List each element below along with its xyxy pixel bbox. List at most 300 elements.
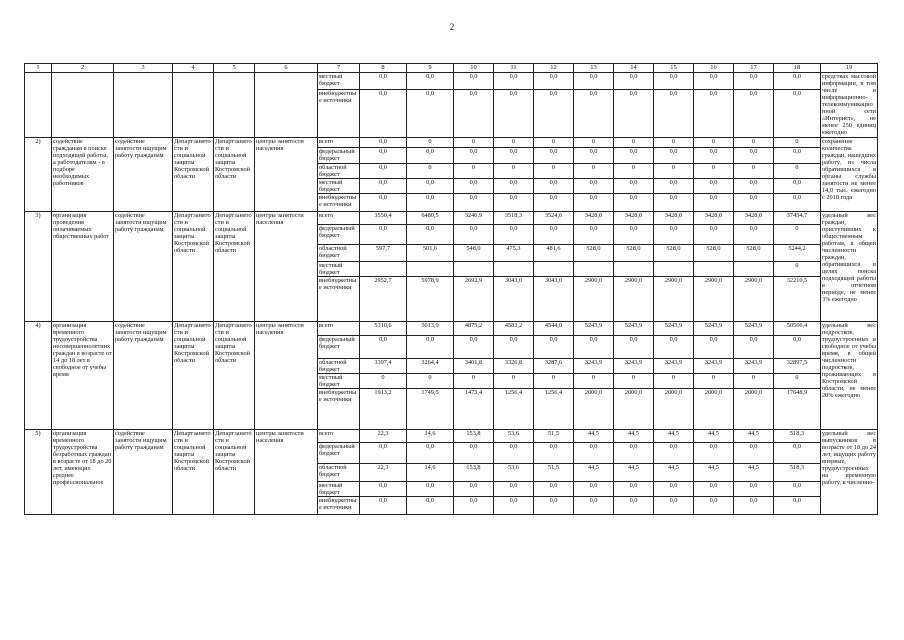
value-cell: 3043,0 (494, 277, 534, 322)
value-cell: 501,6 (407, 245, 454, 262)
value-cell: 0,0 (454, 336, 494, 359)
value-cell: 0,0 (694, 90, 734, 138)
value-cell: 0 (694, 164, 734, 179)
value-cell: 5310,6 (360, 322, 407, 336)
column-number-cell: 19 (821, 64, 878, 73)
value-cell: 0,0 (360, 179, 407, 194)
value-cell: 17648,9 (774, 389, 821, 430)
value-cell: 0,0 (774, 497, 821, 515)
value-cell: 0,0 (654, 148, 694, 164)
value-cell: 0 (574, 138, 614, 148)
value-cell: 32897,5 (774, 359, 821, 374)
value-cell: 0,0 (774, 90, 821, 138)
value-cell: 53,6 (494, 464, 534, 482)
partner-cell: центры занятости населения (255, 322, 318, 430)
value-cell: 3287,6 (534, 359, 574, 374)
value-cell: 0,0 (734, 73, 774, 90)
value-cell: 0,0 (360, 336, 407, 359)
activity-content-cell: содействие занятости ищущим работу гражданам (114, 138, 173, 212)
value-cell: 51,5 (534, 430, 574, 443)
value-cell: 0 (734, 138, 774, 148)
partner-cell: центры занятости населения (255, 138, 318, 212)
value-cell: 0,0 (494, 148, 534, 164)
value-cell: 0,0 (534, 148, 574, 164)
partner-cell: центры занятости населения (255, 212, 318, 322)
value-cell: 0,0 (654, 336, 694, 359)
value-cell: 0,0 (774, 443, 821, 464)
value-cell: 0,0 (614, 194, 654, 212)
value-cell: 528,0 (614, 245, 654, 262)
value-cell: 3043,0 (534, 277, 574, 322)
value-cell (734, 262, 774, 277)
value-cell: 2000,0 (614, 389, 654, 430)
value-cell: 2692,9 (454, 277, 494, 322)
value-cell: 3550,4 (360, 212, 407, 225)
value-cell (614, 262, 654, 277)
executor-cell: Департзанятости и социальной защиты Костромской области (173, 322, 214, 430)
responsible-cell: Департзанятости и социальной защиты Костромской области (214, 430, 255, 515)
column-number-cell: 12 (534, 64, 574, 73)
value-cell: 0,0 (534, 443, 574, 464)
value-cell: 0,0 (360, 443, 407, 464)
value-cell: 0 (774, 138, 821, 148)
funding-source-cell: внебюджетные источники (318, 497, 360, 515)
activity-content-cell: содействие занятости ищущим работу гражданам (114, 322, 173, 430)
value-cell: 0,0 (774, 148, 821, 164)
value-cell: 0,0 (407, 497, 454, 515)
funding-source-cell: местный бюджет (318, 179, 360, 194)
value-cell: 4544,0 (534, 322, 574, 336)
column-number-cell: 16 (694, 64, 734, 73)
value-cell: 22,3 (360, 430, 407, 443)
value-cell (654, 262, 694, 277)
value-cell (574, 262, 614, 277)
value-cell: 481,6 (534, 245, 574, 262)
value-cell: 2900,0 (654, 277, 694, 322)
value-cell: 0 (774, 262, 821, 277)
value-cell: 0,0 (534, 225, 574, 245)
value-cell: 0,0 (734, 482, 774, 497)
value-cell: 2900,0 (734, 277, 774, 322)
value-cell: 0,0 (494, 90, 534, 138)
value-cell: 0,0 (694, 497, 734, 515)
value-cell: 0,0 (454, 90, 494, 138)
value-cell: 0 (614, 164, 654, 179)
partner-cell (255, 73, 318, 138)
value-cell: 597,7 (360, 245, 407, 262)
value-cell: 4875,2 (454, 322, 494, 336)
value-cell: 50566,4 (774, 322, 821, 336)
value-cell: 0 (534, 164, 574, 179)
value-cell: 475,3 (494, 245, 534, 262)
column-number-cell: 9 (407, 64, 454, 73)
target-indicator-cell: сохранение количества граждан, нашедших работу, из числа обратившихся в органы службы занятости не менее 14,0 тыс. ежегодно с 2018 года (821, 138, 878, 212)
value-cell: 44,5 (574, 464, 614, 482)
funding-source-cell: всего (318, 138, 360, 148)
value-cell (694, 262, 734, 277)
value-cell: 0,0 (494, 497, 534, 515)
value-cell: 1913,2 (360, 389, 407, 430)
value-cell: 0 (494, 164, 534, 179)
funding-source-cell: федеральный бюджет (318, 225, 360, 245)
column-number-cell: 11 (494, 64, 534, 73)
value-cell: 3240,9 (454, 212, 494, 225)
value-cell: 0 (534, 374, 574, 389)
executor-cell: Департзанятости и социальной защиты Костромской области (173, 212, 214, 322)
value-cell: 518,3 (774, 430, 821, 443)
value-cell: 0,0 (774, 73, 821, 90)
value-cell: 0,0 (694, 443, 734, 464)
value-cell: 3397,4 (360, 359, 407, 374)
value-cell: 0,0 (734, 90, 774, 138)
target-indicator-cell: средствах массовой информации, в том числе в информационно-телекоммуникационной сети «Интернет», не менее 250 единиц ежегодно (822, 73, 876, 136)
value-cell (360, 262, 407, 277)
value-cell: 0,0 (454, 497, 494, 515)
table-row (25, 73, 878, 90)
value-cell: 0,0 (494, 194, 534, 212)
column-number-cell: 18 (774, 64, 821, 73)
funding-source-cell: федеральный бюджет (318, 148, 360, 164)
value-cell: 0,0 (734, 225, 774, 245)
value-cell: 0,0 (614, 90, 654, 138)
value-cell: 0 (734, 374, 774, 389)
value-cell: 528,0 (694, 245, 734, 262)
value-cell: 0,0 (614, 336, 654, 359)
value-cell: 0,0 (614, 497, 654, 515)
value-cell: 0,0 (574, 225, 614, 245)
value-cell: 0,0 (654, 482, 694, 497)
value-cell: 0,0 (407, 443, 454, 464)
value-cell: 0,0 (734, 497, 774, 515)
value-cell: 153,8 (454, 430, 494, 443)
value-cell: 0,0 (360, 138, 407, 148)
value-cell: 44,5 (694, 464, 734, 482)
value-cell: 0,0 (360, 225, 407, 245)
value-cell: 0,0 (360, 194, 407, 212)
value-cell: 0,0 (614, 73, 654, 90)
funding-source-cell: местный бюджет (318, 73, 360, 90)
value-cell: 3243,9 (734, 359, 774, 374)
value-cell: 0,0 (734, 148, 774, 164)
value-cell: 3428,0 (614, 212, 654, 225)
column-number-cell: 1 (25, 64, 52, 73)
responsible-cell: Департзанятости и социальной защиты Костромской области (214, 212, 255, 322)
value-cell: 0,0 (494, 179, 534, 194)
value-cell: 0,0 (774, 179, 821, 194)
column-number-cell: 14 (614, 64, 654, 73)
value-cell: 37454,7 (774, 212, 821, 225)
responsible-cell: Департзанятости и социальной защиты Костромской области (214, 322, 255, 430)
value-cell: 0,0 (574, 194, 614, 212)
value-cell: 0,0 (407, 194, 454, 212)
value-cell: 0,0 (534, 73, 574, 90)
value-cell: 0,0 (494, 336, 534, 359)
value-cell: 1473,4 (454, 389, 494, 430)
value-cell: 5243,9 (654, 322, 694, 336)
value-cell: 0,0 (774, 194, 821, 212)
value-cell: 0,0 (534, 336, 574, 359)
value-cell: 5243,9 (694, 322, 734, 336)
value-cell: 44,5 (734, 430, 774, 443)
value-cell: 0,0 (494, 73, 534, 90)
value-cell: 0,0 (407, 179, 454, 194)
column-number-cell: 8 (360, 64, 407, 73)
value-cell: 3264,4 (407, 359, 454, 374)
value-cell: 0 (654, 374, 694, 389)
value-cell: 528,0 (654, 245, 694, 262)
value-cell: 5243,9 (614, 322, 654, 336)
value-cell: 53,6 (494, 430, 534, 443)
value-cell: 0,0 (360, 164, 407, 179)
value-cell: 0,0 (454, 482, 494, 497)
funding-source-cell: всего (318, 430, 360, 443)
value-cell: 0,0 (454, 73, 494, 90)
value-cell: 0 (534, 138, 574, 148)
value-cell: 0 (694, 374, 734, 389)
value-cell: 0,0 (360, 497, 407, 515)
activity-name-cell: организация проведения оплачиваемых общественных работ (52, 212, 114, 322)
value-cell: 528,0 (734, 245, 774, 262)
value-cell: 528,0 (574, 245, 614, 262)
responsible-cell: Департзанятости и социальной защиты Костромской области (214, 138, 255, 212)
value-cell: 0,0 (534, 90, 574, 138)
value-cell: 0,0 (654, 497, 694, 515)
value-cell: 2000,0 (734, 389, 774, 430)
column-number-cell: 5 (214, 64, 255, 73)
activity-content-cell (114, 73, 173, 138)
value-cell (494, 262, 534, 277)
value-cell: 2000,0 (694, 389, 734, 430)
value-cell: 0,0 (654, 225, 694, 245)
value-cell: 44,5 (654, 430, 694, 443)
value-cell: 22,3 (360, 464, 407, 482)
value-cell: 0 (774, 374, 821, 389)
value-cell: 0,0 (654, 73, 694, 90)
value-cell: 44,5 (574, 430, 614, 443)
value-cell: 0,0 (407, 336, 454, 359)
activity-content-cell: содействие занятости ищущим работу гражданам (114, 212, 173, 322)
value-cell: 0,0 (734, 443, 774, 464)
funding-source-cell: федеральный бюджет (318, 336, 360, 359)
value-cell: 0 (494, 138, 534, 148)
value-cell: 0,0 (694, 179, 734, 194)
value-cell: 14,6 (407, 430, 454, 443)
program-activities-table (24, 63, 878, 515)
value-cell: 0,0 (654, 443, 694, 464)
value-cell: 0,0 (407, 148, 454, 164)
value-cell: 0,0 (360, 482, 407, 497)
value-cell: 0,0 (574, 148, 614, 164)
value-cell: 0 (454, 374, 494, 389)
value-cell: 0 (494, 374, 534, 389)
value-cell: 44,5 (694, 430, 734, 443)
value-cell: 0,0 (407, 482, 454, 497)
value-cell: 2000,0 (654, 389, 694, 430)
value-cell: 0 (407, 138, 454, 148)
value-cell: 548,0 (454, 245, 494, 262)
value-cell: 0 (774, 164, 821, 179)
activity-content-cell: содействие занятости ищущим работу гражданам (114, 430, 173, 515)
value-cell: 0,0 (534, 482, 574, 497)
item-number-cell: 3) (25, 212, 52, 322)
value-cell: 51,5 (534, 464, 574, 482)
funding-source-cell: внебюджетные источники (318, 389, 360, 430)
value-cell: 0 (614, 374, 654, 389)
value-cell: 3326,8 (494, 359, 534, 374)
value-cell: 5243,9 (734, 322, 774, 336)
value-cell: 0 (574, 164, 614, 179)
value-cell: 0 (614, 138, 654, 148)
value-cell: 0,0 (494, 443, 534, 464)
activity-name-cell: содействие гражданам в поиске подходящей работы, а работодателям - в подборе необходимых работников (52, 138, 114, 212)
funding-source-cell: всего (318, 212, 360, 225)
value-cell: 0 (774, 225, 821, 245)
column-number-cell: 3 (114, 64, 173, 73)
value-cell: 3428,0 (694, 212, 734, 225)
activity-name-cell: организация временного трудоустройства безработных граждан в возрасте от 18 до 20 лет, имеющих среднее профессиональное (52, 430, 114, 515)
value-cell: 3518,3 (494, 212, 534, 225)
item-number-cell: 4) (25, 322, 52, 430)
column-number-cell: 13 (574, 64, 614, 73)
value-cell: 0 (454, 164, 494, 179)
table-row (25, 322, 878, 336)
value-cell: 0,0 (360, 73, 407, 90)
activity-name-cell: организация временного трудоустройства несовершеннолетних граждан в возрасте от 14 до 18 лет в свободное от учебы время (52, 322, 114, 430)
value-cell: 1256,4 (494, 389, 534, 430)
funding-source-cell: областной бюджет (318, 359, 360, 374)
value-cell: 0,0 (614, 179, 654, 194)
value-cell: 1256,4 (534, 389, 574, 430)
value-cell: 0,0 (534, 194, 574, 212)
value-cell: 0,0 (654, 179, 694, 194)
value-cell: 0,0 (454, 194, 494, 212)
value-cell: 3401,8 (454, 359, 494, 374)
funding-source-cell: внебюджетные источники (318, 194, 360, 212)
column-number-cell: 10 (454, 64, 494, 73)
value-cell: 3243,9 (614, 359, 654, 374)
executor-cell (173, 73, 214, 138)
value-cell: 0,0 (574, 90, 614, 138)
value-cell: 3428,0 (734, 212, 774, 225)
column-number-cell: 2 (52, 64, 114, 73)
table-row (25, 212, 878, 225)
value-cell: 6480,5 (407, 212, 454, 225)
value-cell: 0,0 (694, 194, 734, 212)
item-number-cell: 2) (25, 138, 52, 212)
value-cell: 0,0 (360, 148, 407, 164)
page-number: 2 (449, 22, 455, 32)
value-cell: 0,0 (574, 73, 614, 90)
value-cell: 0 (574, 374, 614, 389)
funding-source-cell: федеральный бюджет (318, 443, 360, 464)
value-cell: 0 (734, 164, 774, 179)
value-cell: 0,0 (494, 225, 534, 245)
value-cell: 0,0 (694, 336, 734, 359)
value-cell: 0,0 (407, 73, 454, 90)
value-cell: 0,0 (774, 482, 821, 497)
responsible-cell (214, 73, 255, 138)
value-cell: 3243,9 (694, 359, 734, 374)
value-cell: 44,5 (734, 464, 774, 482)
value-cell: 3524,6 (534, 212, 574, 225)
value-cell: 0,0 (614, 225, 654, 245)
value-cell: 44,5 (614, 430, 654, 443)
value-cell: 0,0 (407, 90, 454, 138)
value-cell: 0 (654, 138, 694, 148)
value-cell: 0 (454, 138, 494, 148)
value-cell: 2952,7 (360, 277, 407, 322)
value-cell: 5013,9 (407, 322, 454, 336)
value-cell: 0 (407, 374, 454, 389)
activity-name-cell (52, 73, 114, 138)
value-cell: 0,0 (407, 225, 454, 245)
target-indicator-cell: удельный вес выпускников в возрасте от 18 до 24 лет, ищущих работу впервые, трудоустроенных на временную работу, к численно- (821, 430, 878, 515)
target-indicator-cell: удельный вес граждан, приступивших к общественным работам, в общей численности граждан, обратившихся в целях поиска подходящей работы в отчетном периоде, не менее 3% ежегодно (821, 212, 878, 322)
value-cell: 0,0 (574, 482, 614, 497)
value-cell: 1749,5 (407, 389, 454, 430)
value-cell: 3243,9 (654, 359, 694, 374)
value-cell: 0,0 (694, 148, 734, 164)
value-cell: 2000,0 (574, 389, 614, 430)
funding-source-cell: местный бюджет (318, 262, 360, 277)
value-cell: 0,0 (494, 482, 534, 497)
value-cell: 0,0 (694, 73, 734, 90)
value-cell: 0,0 (574, 336, 614, 359)
value-cell: 4583,2 (494, 322, 534, 336)
value-cell: 0,0 (454, 179, 494, 194)
value-cell: 0,0 (614, 148, 654, 164)
funding-source-cell: внебюджетные источники (318, 90, 360, 138)
value-cell: 0,0 (574, 443, 614, 464)
column-number-cell: 17 (734, 64, 774, 73)
column-number-cell: 6 (255, 64, 318, 73)
value-cell: 0,0 (694, 482, 734, 497)
table-row (25, 138, 878, 148)
value-cell: 0 (407, 164, 454, 179)
value-cell (534, 262, 574, 277)
funding-source-cell: всего (318, 322, 360, 336)
value-cell: 5244,2 (774, 245, 821, 262)
funding-source-cell: внебюджетные источники (318, 277, 360, 322)
value-cell: 0,0 (734, 336, 774, 359)
value-cell: 0,0 (614, 443, 654, 464)
value-cell: 2900,0 (574, 277, 614, 322)
value-cell: 0,0 (534, 179, 574, 194)
value-cell: 0,0 (614, 482, 654, 497)
value-cell: 3428,0 (654, 212, 694, 225)
value-cell: 14,6 (407, 464, 454, 482)
value-cell: 0,0 (734, 194, 774, 212)
value-cell: 0 (654, 164, 694, 179)
value-cell: 0 (694, 138, 734, 148)
value-cell: 0,0 (574, 179, 614, 194)
value-cell: 518,3 (774, 464, 821, 482)
value-cell: 0,0 (454, 443, 494, 464)
funding-source-cell: областной бюджет (318, 164, 360, 179)
value-cell: 5978,9 (407, 277, 454, 322)
value-cell (454, 262, 494, 277)
value-cell: 2900,0 (694, 277, 734, 322)
funding-source-cell: местный бюджет (318, 482, 360, 497)
funding-source-cell: местный бюджет (318, 374, 360, 389)
item-number-cell (25, 73, 52, 138)
value-cell: 3243,9 (574, 359, 614, 374)
executor-cell: Департзанятости и социальной защиты Костромской области (173, 430, 214, 515)
value-cell: 2900,0 (614, 277, 654, 322)
value-cell: 0 (360, 374, 407, 389)
value-cell: 0,0 (574, 497, 614, 515)
column-number-row (25, 64, 878, 73)
